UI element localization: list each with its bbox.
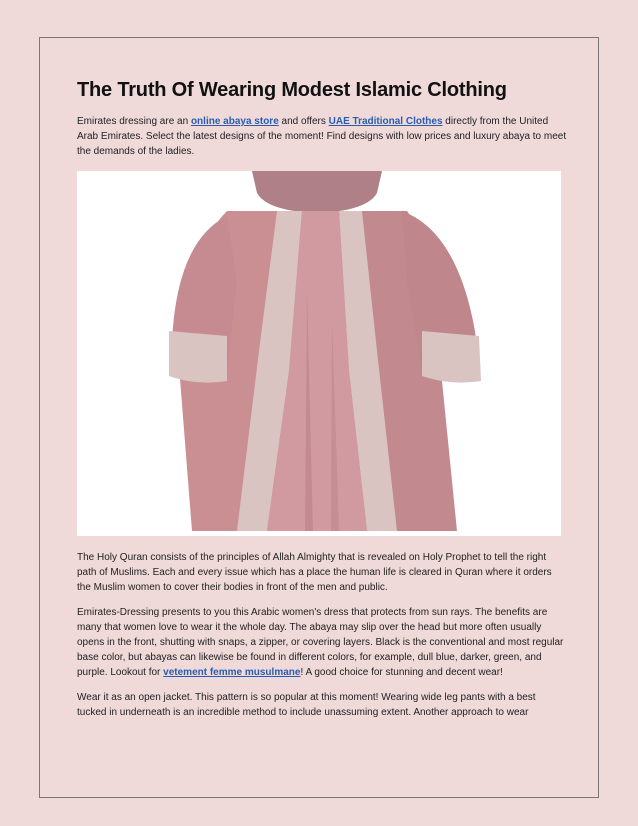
vetement-femme-musulmane-link[interactable]: vetement femme musulmane: [163, 667, 301, 678]
abaya-photo: [77, 171, 561, 536]
page-title: The Truth Of Wearing Modest Islamic Clothing: [77, 79, 507, 101]
document-body: [77, 76, 567, 720]
online-abaya-store-link[interactable]: online abaya store: [190, 116, 279, 127]
paragraph-open-jacket: Wear it as an open jacket. This pattern is so popular at this moment! Wearing wide leg pants with a best tucked in underneath is an incredible method to include unassuming extent. Another approach to wear: [77, 692, 536, 718]
intro-paragraph: Emirates dressing are an online abaya store and offers UAE Traditional Clothes directly from the United Arab Emirates. Select the latest designs of the moment! Find designs with low prices and luxury abaya to meet the demands of the ladies.: [77, 116, 567, 157]
paragraph-emirates-dressing: Emirates-Dressing presents to you this Arabic women's dress that protects from sun rays. The benefits are many that women love to wear it the whole day. The abaya may slip over the head but more often usually opens in the front, shutting with snaps, a zipper, or covering layers. Black is the conventional and most regular base color, but abayas can likewise be found in different colors, for example, dull blue, darker, green, and purple. Lookout for vetement femme musulmane! A good choice for stunning and decent wear!: [77, 607, 564, 678]
uae-traditional-clothes-link[interactable]: UAE Traditional Clothes: [328, 116, 443, 127]
abaya-illustration: [77, 171, 561, 536]
paragraph-quran: The Holy Quran consists of the principles of Allah Almighty that is revealed on Holy Prophet to tell the right path of Muslims. Each and every issue which has a place the human life is cleared in Quran where it orders the Muslim women to cover their bodies in front of the men and public.: [77, 552, 552, 593]
